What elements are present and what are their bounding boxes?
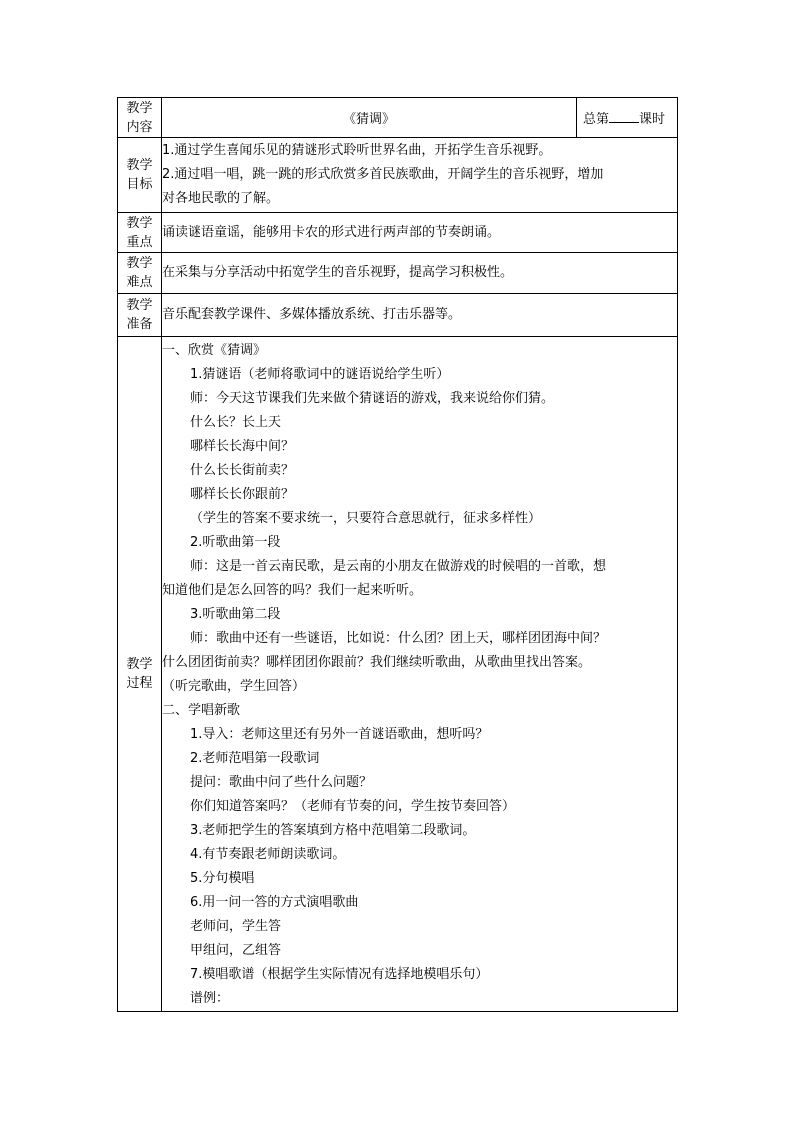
step-line: 4.有节奏跟老师朗读歌词。 bbox=[190, 847, 346, 862]
difficulties-row bbox=[118, 253, 678, 294]
preparation-row bbox=[118, 294, 678, 337]
key-points-label: 教学 重点 bbox=[118, 213, 162, 253]
step-line: 3.听歌曲第二段 bbox=[190, 607, 281, 622]
step-line: 1.导入：老师这里还有另外一首谜语歌曲，想听吗？ bbox=[190, 727, 489, 742]
step-line: 2.老师范唱第一段歌词 bbox=[190, 751, 320, 766]
step-line: 老师问，学生答 bbox=[190, 919, 282, 934]
step-line: 师：这是一首云南民歌，是云南的小朋友在做游戏的时候唱的一首歌，想 bbox=[190, 559, 607, 574]
step-line: 谱例： bbox=[190, 991, 230, 1006]
preparation-label: 教学 准备 bbox=[118, 294, 162, 337]
step-line: 哪样长长海中间？ bbox=[190, 439, 295, 454]
step-line: 2.听歌曲第一段 bbox=[190, 535, 281, 550]
goals-content bbox=[162, 138, 678, 213]
step-line: （听完歌曲，学生回答） bbox=[162, 679, 306, 694]
goals-label: 教学 目标 bbox=[118, 138, 162, 213]
key-points-row bbox=[118, 213, 678, 253]
section-heading: 一、欣赏《猜调》 bbox=[162, 343, 267, 358]
period-count: 总第 课时 bbox=[577, 98, 678, 138]
content-label: 教学 内容 bbox=[118, 98, 162, 138]
process-row bbox=[118, 337, 678, 1012]
difficulties-label: 教学 难点 bbox=[118, 253, 162, 294]
step-line: 什么长？长上天 bbox=[190, 415, 282, 430]
goals-row bbox=[118, 138, 678, 213]
header-row bbox=[118, 98, 678, 138]
step-line: 你们知道答案吗？（老师有节奏的问，学生按节奏回答） bbox=[190, 799, 516, 814]
lesson-plan-table bbox=[117, 97, 678, 1012]
goal-line: 对各地民歌的了解。 bbox=[162, 191, 280, 206]
step-line: 提问：歌曲中问了些什么问题？ bbox=[190, 775, 373, 790]
lesson-title: 《猜调》 bbox=[162, 98, 577, 138]
step-line: 6.用一问一答的方式演唱歌曲 bbox=[190, 895, 359, 910]
process-content bbox=[162, 337, 678, 1012]
section-heading: 二、学唱新歌 bbox=[162, 703, 241, 718]
difficulties-content: 在采集与分享活动中拓宽学生的音乐视野，提高学习积极性。 bbox=[162, 253, 678, 294]
period-blank bbox=[609, 110, 639, 123]
step-line: 师：歌曲中还有一些谜语，比如说：什么团？团上天，哪样团团海中间？ bbox=[190, 631, 607, 646]
process-label: 教学 过程 bbox=[118, 337, 162, 1012]
step-line: 师：今天这节课我们先来做个猜谜语的游戏，我来说给你们猜。 bbox=[190, 391, 555, 406]
step-line: 知道他们是怎么回答的吗？我们一起来听听。 bbox=[162, 583, 423, 598]
step-line: （学生的答案不要求统一，只要符合意思就行，征求多样性） bbox=[190, 511, 542, 526]
step-line: 哪样长长你跟前？ bbox=[190, 487, 295, 502]
key-points-content: 诵读谜语童谣，能够用卡农的形式进行两声部的节奏朗诵。 bbox=[162, 213, 678, 253]
step-line: 5.分句模唱 bbox=[190, 871, 255, 886]
goal-line: 1.通过学生喜闻乐见的猜谜形式聆听世界名曲，开拓学生音乐视野。 bbox=[162, 143, 552, 158]
step-line: 甲组问，乙组答 bbox=[190, 943, 282, 958]
step-line: 什么团团街前卖？哪样团团你跟前？我们继续听歌曲，从歌曲里找出答案。 bbox=[162, 655, 592, 670]
preparation-content: 音乐配套教学课件、多媒体播放系统、打击乐器等。 bbox=[162, 294, 678, 337]
step-line: 7.模唱歌谱（根据学生实际情况有选择地模唱乐句） bbox=[190, 967, 489, 982]
step-line: 3.老师把学生的答案填到方格中范唱第二段歌词。 bbox=[190, 823, 476, 838]
step-line: 什么长长街前卖？ bbox=[190, 463, 295, 478]
step-line: 1.猜谜语（老师将歌词中的谜语说给学生听） bbox=[190, 367, 450, 382]
goal-line: 2.通过唱一唱，跳一跳的形式欣赏多首民族歌曲，开阔学生的音乐视野，增加 bbox=[162, 167, 604, 182]
